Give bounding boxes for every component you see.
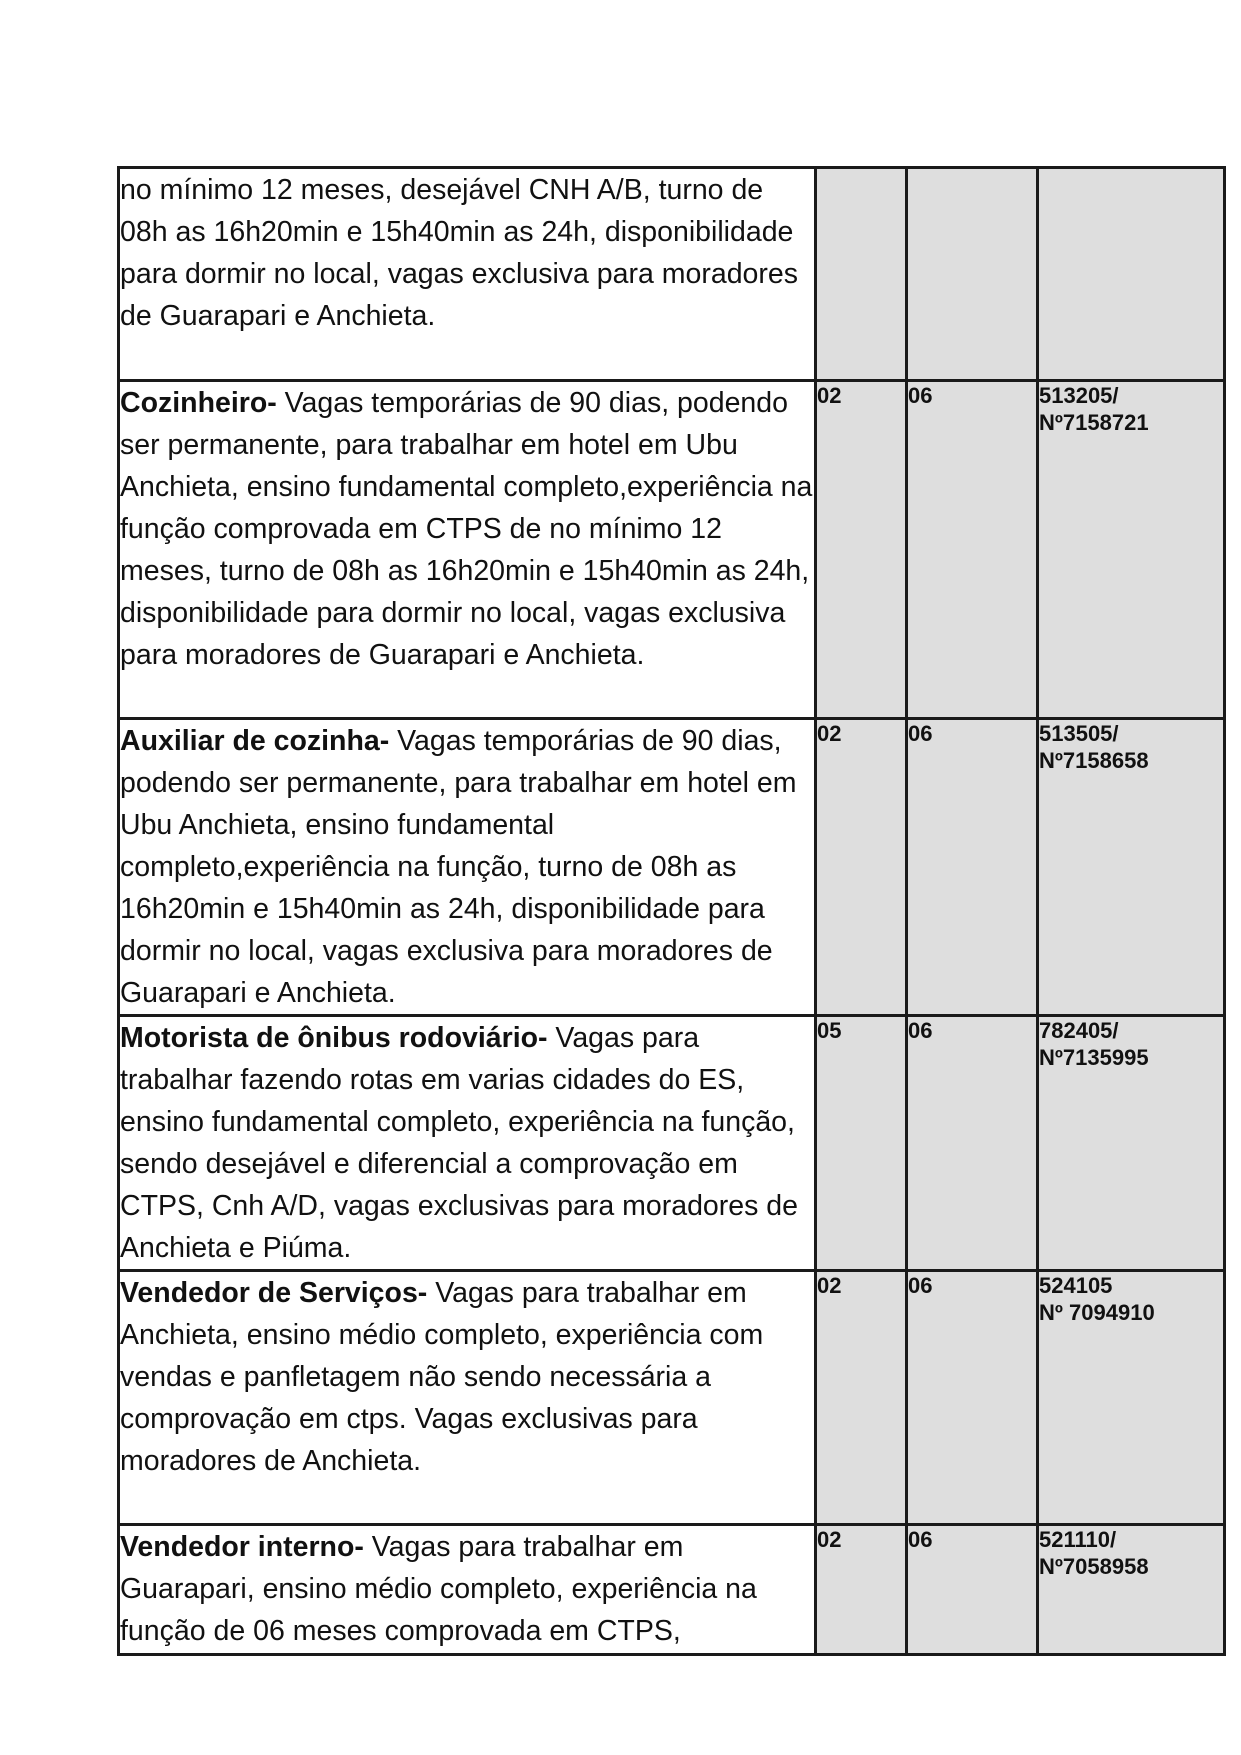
job-code-cell	[1038, 1271, 1225, 1525]
table-row	[119, 1271, 1225, 1525]
job-description: Vagas temporárias de 90 dias, podendo ser permanente, para trabalhar em hotel em Ubu Anchieta, ensino fundamental completo,experiência na função, turno de 08h as 16h20min e 15h40min as 24h, disponibilidade para dormir no local, vagas exclusiva para moradores de Guarapari e Anchieta.	[120, 725, 797, 1009]
region-count: 06	[907, 719, 1038, 1016]
job-description: Vagas temporárias de 90 dias, podendo ser permanente, para trabalhar em hotel em Ubu Anchieta, ensino fundamental completo,experiência na função comprovada em CTPS de no mínimo 12 meses, turno de 08h as 16h20min e 15h40min as 24h, disponibilidade para dormir no local, vagas exclusiva para moradores de Guarapari e Anchieta.	[120, 387, 813, 671]
vacancy-number: Nº7135995	[1039, 1045, 1149, 1070]
region-count: 06	[907, 1016, 1038, 1271]
job-code-cell	[1038, 1525, 1225, 1655]
job-description-cell	[119, 168, 816, 381]
table-row	[119, 381, 1225, 719]
job-code-cell	[1038, 381, 1225, 719]
table-row	[119, 1016, 1225, 1271]
vacancy-number: Nº7058958	[1039, 1554, 1149, 1579]
region-count	[907, 168, 1038, 381]
cbo-code: 513505/	[1039, 721, 1119, 746]
job-description: no mínimo 12 meses, desejável CNH A/B, turno de 08h as 16h20min e 15h40min as 24h, disponibilidade para dormir no local, vagas exclusiva para moradores de Guarapari e Anchieta.	[120, 174, 798, 332]
vacancies-count: 02	[816, 719, 907, 1016]
table-row	[119, 168, 1225, 381]
job-description-cell	[119, 719, 816, 1016]
job-code-cell	[1038, 1016, 1225, 1271]
job-description-cell	[119, 1525, 816, 1655]
vacancies-count	[816, 168, 907, 381]
table-row	[119, 719, 1225, 1016]
job-title: Cozinheiro-	[120, 387, 277, 419]
vacancy-number: Nº7158658	[1039, 748, 1149, 773]
vacancies-count: 05	[816, 1016, 907, 1271]
job-vacancies-table	[117, 166, 1226, 1656]
region-count: 06	[907, 1525, 1038, 1655]
cbo-code: 524105	[1039, 1273, 1113, 1298]
cbo-code: 782405/	[1039, 1018, 1119, 1043]
vacancies-count: 02	[816, 381, 907, 719]
cbo-code: 521110/	[1039, 1527, 1117, 1552]
job-title: Auxiliar de cozinha-	[120, 725, 390, 757]
table-row	[119, 1525, 1225, 1655]
vacancy-number: Nº 7094910	[1039, 1300, 1155, 1325]
job-title: Vendedor interno-	[120, 1531, 364, 1563]
job-code-cell	[1038, 168, 1225, 381]
job-description-cell	[119, 1016, 816, 1271]
job-description: Vagas para trabalhar em Anchieta, ensino médio completo, experiência com vendas e panfletagem não sendo necessária a comprovação em ctps. Vagas exclusivas para moradores de Anchieta.	[120, 1277, 764, 1477]
job-title: Motorista de ônibus rodoviário-	[120, 1022, 548, 1054]
vacancies-count: 02	[816, 1525, 907, 1655]
job-description-cell	[119, 381, 816, 719]
vacancy-number: Nº7158721	[1039, 410, 1149, 435]
job-description-cell	[119, 1271, 816, 1525]
vacancies-count: 02	[816, 1271, 907, 1525]
job-title: Vendedor de Serviços-	[120, 1277, 428, 1309]
job-description: Vagas para trabalhar em Guarapari, ensino médio completo, experiência na função de 06 meses comprovada em CTPS,	[120, 1531, 757, 1647]
region-count: 06	[907, 381, 1038, 719]
job-description: Vagas para trabalhar fazendo rotas em varias cidades do ES, ensino fundamental completo, experiência na função, sendo desejável e diferencial a comprovação em CTPS, Cnh A/D, vagas exclusivas para moradores de Anchieta e Piúma.	[120, 1022, 798, 1264]
cbo-code: 513205/	[1039, 383, 1119, 408]
region-count: 06	[907, 1271, 1038, 1525]
job-code-cell	[1038, 719, 1225, 1016]
